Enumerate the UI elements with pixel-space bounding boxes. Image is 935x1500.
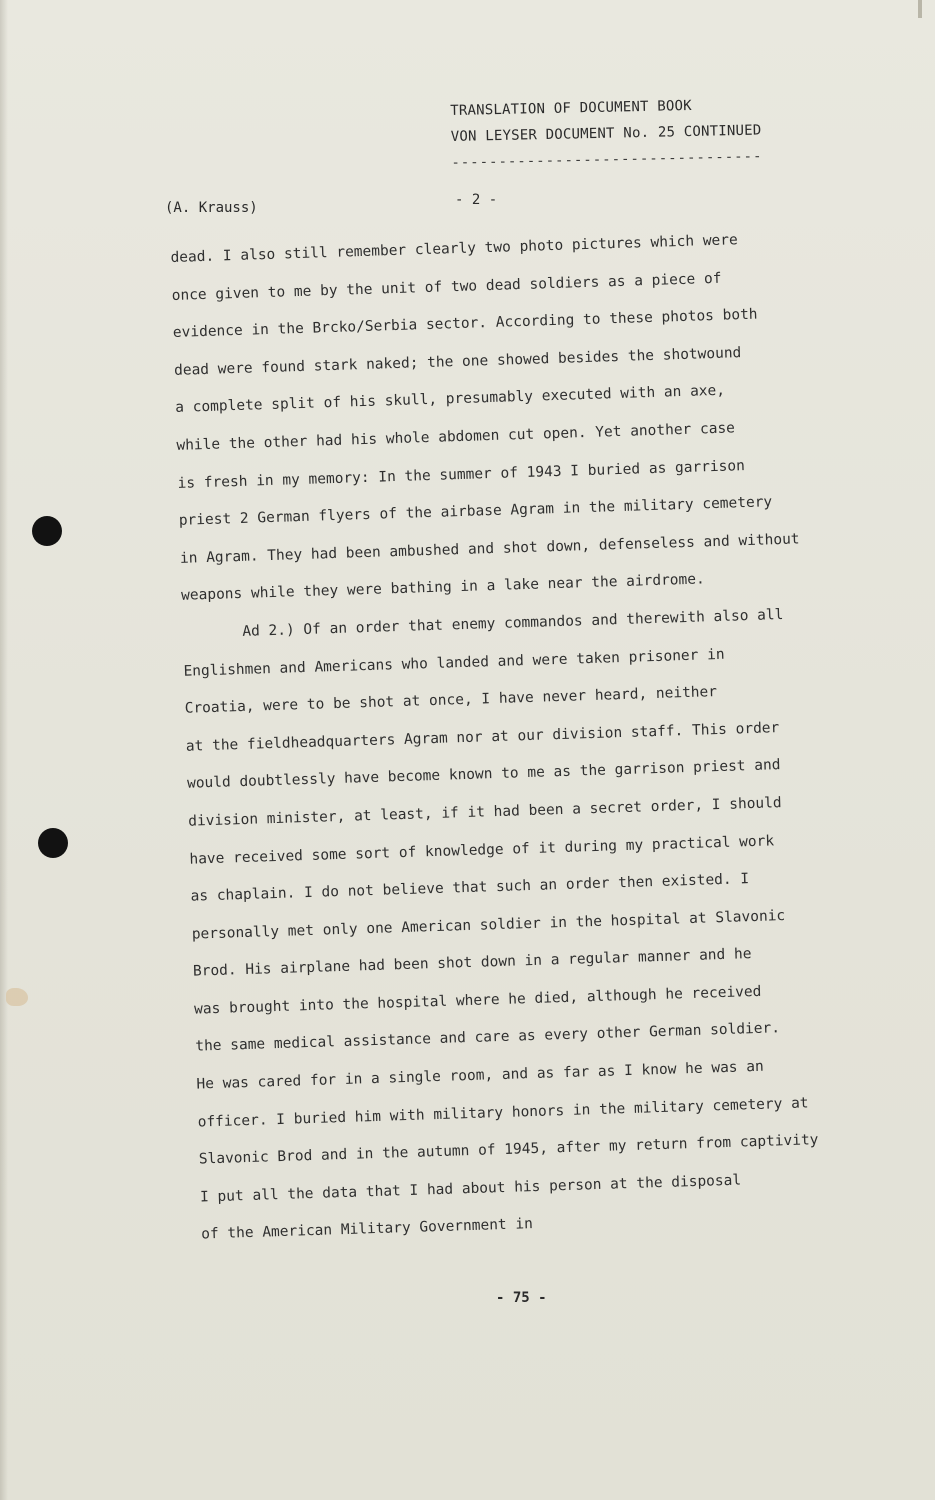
body-line: have received some sort of knowledge of it during my practical work <box>189 832 775 868</box>
body-line: at the fieldheadquarters Agram nor at our division staff. This order <box>185 719 780 755</box>
top-edge-mark <box>918 0 922 18</box>
body-line: I put all the data that I had about his person at the disposal <box>199 1172 742 1206</box>
body-line: in Agram. They had been ambushed and shot down, defenseless and without <box>179 531 800 567</box>
body-line: Brod. His airplane had been shot down in a regular manner and he <box>192 946 752 980</box>
body-line: officer. I buried him with military honors in the military cemetery at <box>197 1095 809 1131</box>
body-line: the same medical assistance and care as every other German soldier. <box>195 1020 781 1056</box>
body-line: is fresh in my memory: In the summer of 1943 I buried as garrison <box>177 457 746 492</box>
body-line: Englishmen and Americans who landed and were taken prisoner in <box>183 646 725 680</box>
body-line: as chaplain. I do not believe that such an order then existed. I <box>190 871 750 905</box>
punch-hole-icon <box>32 516 62 546</box>
page-number-bottom: - 75 - <box>496 1290 547 1306</box>
body-text <box>170 218 907 1255</box>
body-line: dead. I also still remember clearly two photo pictures which were <box>170 232 738 266</box>
author-name: (A. Krauss) <box>165 200 258 216</box>
header-document-line: VON LEYSER DOCUMENT No. 25 CONTINUED <box>450 122 762 145</box>
page-edge-shadow <box>0 0 8 1500</box>
body-line: He was cared for in a single room, and as far as I know he was an <box>196 1058 764 1093</box>
body-line: would doubtlessly have become known to me as the garrison priest and <box>186 757 781 793</box>
paper-tear-icon <box>6 988 28 1006</box>
body-line: evidence in the Brcko/Serbia sector. According to these photos both <box>172 306 758 342</box>
body-line: personally met only one American soldier in the hospital at Slavonic <box>191 907 786 943</box>
body-line: priest 2 German flyers of the airbase Agram in the military cemetery <box>178 494 773 530</box>
body-line: once given to me by the unit of two dead soldiers as a piece of <box>171 270 722 304</box>
body-line: a complete split of his skull, presumably executed with an axe, <box>175 383 726 417</box>
header-rule: --------------------------------- <box>451 148 763 171</box>
body-line-paragraph-start: Ad 2.) Of an order that enemy commandos and therewith also all <box>242 606 784 640</box>
body-line: was brought into the hospital where he died, although he received <box>193 983 762 1018</box>
body-line: dead were found stark naked; the one showed besides the shotwound <box>173 344 742 379</box>
body-line: division minister, at least, if it had been a secret order, I should <box>188 794 782 830</box>
body-line: of the American Military Government in <box>201 1216 534 1243</box>
body-line: while the other had his whole abdomen cut open. Yet another case <box>176 420 736 454</box>
body-line: Croatia, were to be shot at once, I have never heard, neither <box>184 684 718 717</box>
document-header <box>450 91 763 175</box>
body-line: Slavonic Brod and in the autumn of 1945, after my return from captivity <box>198 1132 819 1168</box>
punch-hole-icon <box>38 828 68 858</box>
body-line: weapons while they were bathing in a lake near the airdrome. <box>180 571 705 605</box>
page-marker-top: - 2 - <box>455 192 498 208</box>
header-title-line: TRANSLATION OF DOCUMENT BOOK <box>450 97 692 119</box>
